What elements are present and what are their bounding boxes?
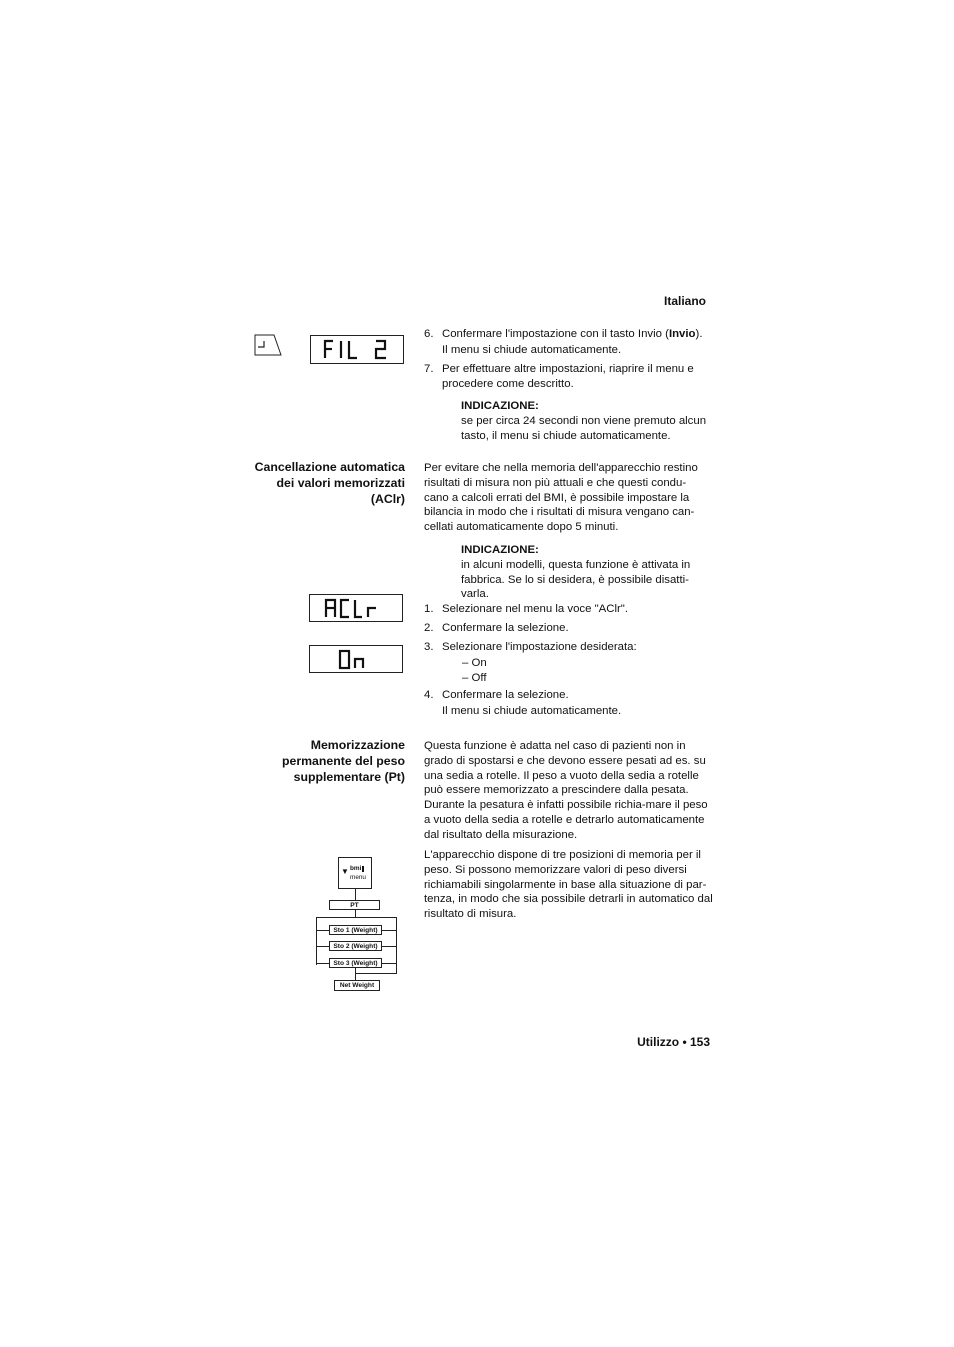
- step-6-bold: Invio: [668, 328, 696, 340]
- bmi-menu-key: [338, 857, 372, 889]
- step-text: Selezionare nel menu la voce "AClr".: [442, 603, 628, 615]
- connector: [355, 973, 397, 974]
- key-bar: [362, 866, 364, 872]
- display-aclr: [309, 594, 403, 622]
- step-4-line2: Il menu si chiude automaticamente.: [442, 704, 622, 717]
- connector: [396, 930, 397, 974]
- connector: [316, 917, 397, 918]
- key-bottom-label: menu: [350, 874, 366, 881]
- note-text: se per circa 24 secondi non viene premuto alcun tasto, il menu si chiude automaticamente.: [461, 414, 707, 442]
- note-1: [461, 399, 711, 443]
- note-text: in alcuni modelli, questa funzione è attivata in fabbrica. Se lo si desidera, è possibile disatti-varla.: [461, 558, 691, 601]
- enter-key-icon: [254, 334, 282, 361]
- connector: [382, 946, 397, 947]
- step-number: 3.: [424, 641, 434, 653]
- key-top-label: bmi: [350, 865, 362, 872]
- flow-pt: PT: [329, 900, 380, 910]
- flow-net-weight: Net Weight: [334, 980, 380, 991]
- step-number: 6.: [424, 328, 434, 340]
- note-title: INDICAZIONE:: [461, 400, 539, 412]
- section-heading-pt: Memorizzazione permanente del peso supplementare (Pt): [281, 738, 405, 784]
- display-on: [309, 645, 403, 673]
- flow-sto1: Sto 1 (Weight): [329, 925, 382, 935]
- connector: [316, 946, 329, 947]
- connector: [355, 910, 356, 917]
- step-number: 2.: [424, 622, 434, 634]
- connector: [396, 917, 397, 931]
- language-label: Italiano: [663, 294, 706, 308]
- section-heading-aclr: Cancellazione automatica dei valori memorizzati (AClr): [254, 460, 405, 506]
- option-off: – Off: [462, 672, 487, 684]
- step-number: 7.: [424, 363, 434, 375]
- note-title: INDICAZIONE:: [461, 544, 539, 556]
- step-6-line2: Il menu si chiude automaticamente.: [442, 343, 622, 356]
- arrow-down-icon: ▼: [341, 867, 349, 876]
- connector: [316, 963, 329, 964]
- step-7-text: Per effettuare altre impostazioni, riaprire il menu e procedere come descritto.: [442, 363, 694, 390]
- step-number: 4.: [424, 689, 434, 701]
- step-text: Confermare la selezione.: [442, 689, 569, 701]
- connector: [316, 917, 317, 965]
- connector: [355, 968, 356, 980]
- step-text: Confermare la selezione.: [442, 622, 569, 634]
- option-on: – On: [462, 657, 487, 669]
- section2-intro: Per evitare che nella memoria dell'apparecchio restino risultati di misura non più attuali e che questi condu-cano a calcoli errati del BMI, è possibile impostare la bilancia in modo che i risultati di misura vengano can-cellati automaticamente dopo 5 minuti.: [424, 462, 698, 534]
- step-text: Selezionare l'impostazione desiderata:: [442, 641, 637, 653]
- flow-sto3: Sto 3 (Weight): [329, 958, 382, 968]
- page-footer: Utilizzo • 153: [637, 1035, 710, 1049]
- step-6-text-a: Confermare l'impostazione con il tasto Invio (: [442, 328, 669, 340]
- step-6-text-b: ).: [695, 328, 703, 340]
- section3-para1: Questa funzione è adatta nel caso di pazienti non in grado di spostarsi e che devono essere pesati ad es. su una sedia a rotelle. Il peso a vuoto della sedia a rotelle può essere memorizzato a prescindere dalla pesata. Durante la pesatura è infatti possibile richia-mare il peso a vuoto della sedia a rotelle e detrarlo automaticamente dal risultato della misurazione.: [424, 740, 708, 841]
- connector: [355, 889, 356, 900]
- flow-sto2: Sto 2 (Weight): [329, 941, 382, 951]
- connector: [382, 963, 397, 964]
- step-number: 1.: [424, 603, 434, 615]
- section3-para2: L'apparecchio dispone di tre posizioni di memoria per il peso. Si possono memorizzare valori di peso diversi richiamabili singolarmente in base alla situazione di par-tenza, in modo che sia possibile detrarli in automatico dal risultato di misura.: [424, 849, 713, 921]
- display-fil2: [310, 335, 404, 364]
- connector: [382, 930, 397, 931]
- note-2: [461, 543, 711, 602]
- connector: [316, 930, 329, 931]
